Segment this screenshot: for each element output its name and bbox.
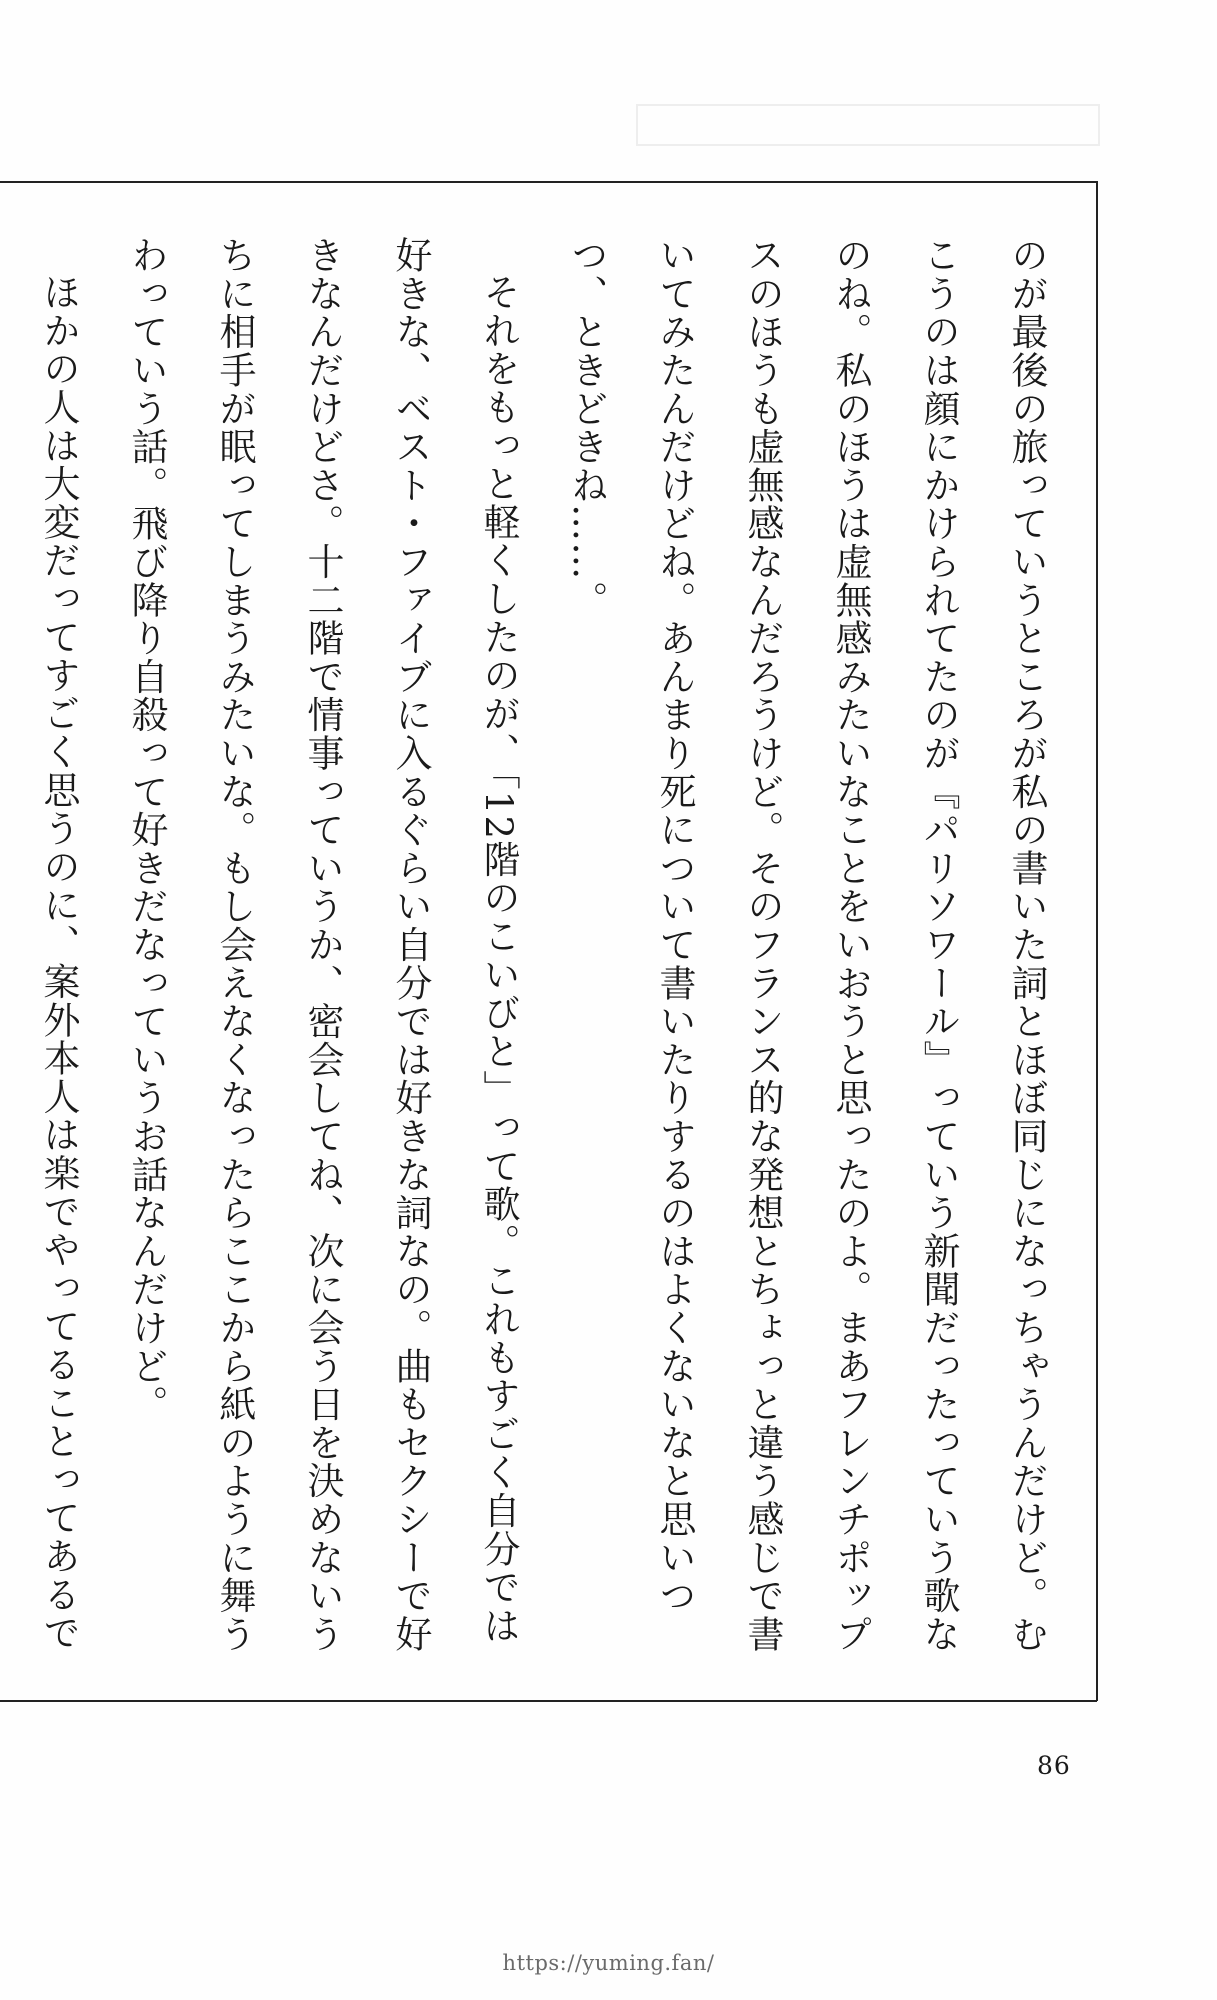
frame-bottom-rule [0, 1700, 1097, 1702]
vertical-text-block [37, 236, 1070, 1676]
page-number: 86 [1037, 1751, 1071, 1780]
faint-header-box [636, 104, 1100, 146]
source-url: https://yuming.fan/ [502, 1951, 715, 1975]
paragraph-1: のが最後の旅っていうところが私の書いた詞とほぼ同じになっちゃうんだけど。むこうのは顔にかけられてたのが『パリソワール』っていう新聞だったっていう歌なのね。私のほうは虚無感みたいなことをいおうと思ったのよ。まあフレンチポップスのほうも虚無感なんだろうけど。そのフランス的な発想とちょっと違う感じで書いてみたんだけどね。あんまり死について書いたりするのはよくないなと思いつつ、ときどきね……。 [565, 236, 1048, 1654]
frame-right-rule [1096, 181, 1098, 1701]
paragraph-2: それをもっと軽くしたのが、「12階のこいびと」って歌。これもすごく自分では好きな、ベスト・ファイブに入るぐらい自分では好きな詞なの。曲もセクシーで好きなんだけどさ。十二階で情事っていうか、密会してね、次に会う日を決めないうちに相手が眠ってしまうみたいな。もし会えなくなったらここから紙のように舞うわっていう話。飛び降り自殺って好きだなっていうお話なんだけど。 [125, 236, 520, 1654]
paragraph-3: ほかの人は大変だってすごく思うのに、案外本人は楽でやってることってあるで [37, 273, 80, 1652]
frame-top-rule [0, 181, 1097, 183]
